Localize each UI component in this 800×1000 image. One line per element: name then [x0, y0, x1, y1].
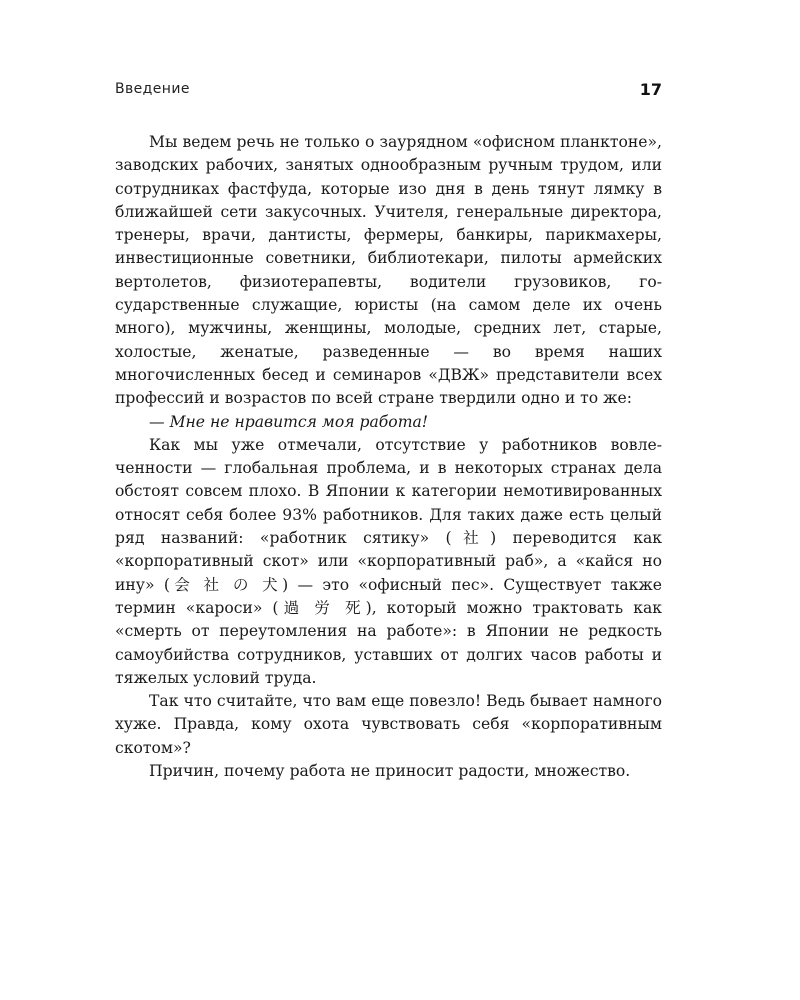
- paragraph-2: Как мы уже отмечали, отсутствие у работников вовлеченности — глобальная проблема, и в некоторых странах дела обстоят совсем плохо. В Японии к категории немотивированных относят себя более 93% работников. Для таких даже есть целый ряд названий: «работник сятику» (社) переводится как «корпоративный скот» или «корпоративный раб», а «кайся но ину» (会 社 の 犬) — это «офисный пес». Существует также термин «кароси» (過 労 死), который можно трактовать как «смерть от переутомления на работе»: в Японии не редкость самоубийства сотрудников, уставших от долгих часов работы и тяжелых условий труда.: [115, 435, 662, 687]
- page-number: 17: [639, 79, 662, 99]
- paragraph-3: Так что считайте, что вам еще повезло! Ведь бывает намного хуже. Правда, кому охота чувствовать себя «корпоративным скотом»?: [115, 692, 662, 757]
- body-text: [115, 131, 662, 783]
- quote-text: Мне не нравится моя работа!: [169, 412, 429, 431]
- quote-dash: —: [149, 412, 165, 431]
- running-header: [115, 78, 662, 100]
- paragraph-1: Мы ведем речь не только о заурядном «офисном планктоне», заводских рабочих, занятых однообразным ручным трудом, или сотрудниках фастфуда, которые изо дня в день тянут лямку в ближайшей сети закусочных. Учителя, генеральные директора, тренеры, врачи, дантисты, фермеры, банкиры, парикмахеры, инвестиционные советники, библиотекари, пилоты армейских вертолетов, физиотерапевты, водители грузовиков, государственные служащие, юристы (на самом деле их очень много), мужчины, женщины, молодые, средних лет, старые, холостые, женатые, разведенные — во время наших многочисленных бесед и семинаров «ДВЖ» представители всех профессий и возрастов по всей стране твердили одно и то же:: [115, 133, 662, 408]
- quote-line: [115, 411, 662, 434]
- paragraph-4: Причин, почему работа не приносит радости, множество.: [149, 762, 631, 781]
- section-title: Введение: [115, 81, 190, 97]
